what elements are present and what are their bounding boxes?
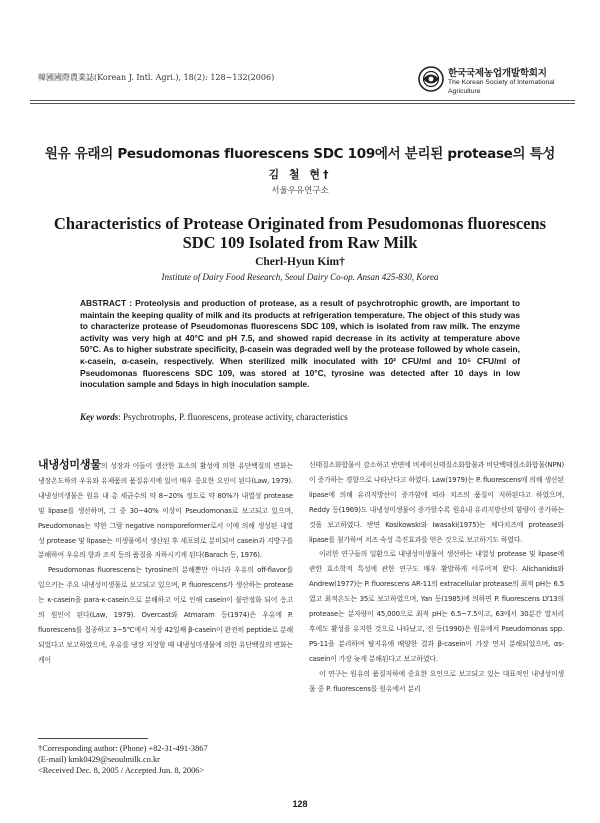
- left-paragraph-1-text: 의 성장과 이들이 생산한 효소의 활성에 의한 유단백질의 변화는 냉장온도하의 우유와 유제품의 품질유지에 있어 매우 중요한 요인이 된다(Law, 1979). 내냉성미생물은 원유 내 총 세균수의 약 8~20% 정도로 약 80%가 내열성 protease 및 lipase를 생산하며, 그 중 30~40% 이상이 Pseudomonas로 보고되고 있으며, Pseudomonas는 약한 그람 negative nonsporeformer로서 이에 의해 생성된 내열성 protease 및 lipase는 미생물에서 생산된 후 세포외로 분비되어 casein과 지방구를 분해하여 우유의 향과 조직 등의 품질을 저하시키게 된다(Barach 등, 1976).: [38, 462, 293, 560]
- society-header: [418, 64, 578, 100]
- english-affiliation: Institute of Dairy Food Research, Seoul Dairy Co-op. Ansan 425-830, Korea: [161, 272, 439, 282]
- journal-citation: 韓國國際農業誌(Korean J. Intl. Agri.), 18(2): 128~132(2006): [38, 73, 275, 82]
- korean-author: 김 철 현†: [268, 168, 332, 181]
- english-title-line2: SDC 109 Isolated from Raw Milk: [182, 233, 418, 252]
- right-paragraph-2: 이러한 연구들의 일환으로 내냉성미생물이 생산하는 내열성 protease 및 lipase에 관한 효소학적 특성에 관한 연구도 매우 활발하게 이루어져 왔다. Alichanidis와 Andrew(1977)는 P. fluorescens AR-11의 extracellular protease의 최적 pH는 6.5였고 최적온도는 35로 보고하였으며, Yan 등(1985)에 의하면 P. fluorescens LY13의 protease는 분자량이 45,000으로 최적 pH는 6.5~7.5이고, 63에서 30분간 열처리 후에도 활성을 유지한 것으로 나타났고, 진 등(1990)은 원유에서 Pseudomonas spp. PS-11을 분리하여 탈지유에 배양한 결과 β-casein이 가장 먼저 분해되었으며, αs-casein이 가장 늦게 분해된다고 보고하였다.: [309, 550, 564, 663]
- footnote-corresponding: †Corresponding author: (Phone) +82-31-491-3867: [38, 744, 208, 753]
- right-paragraph-1: 신태질소화합물이 감소하고 반면에 비케이신태질소화합물과 비단백태질소화합물(NPN)이 증가하는 경향으로 나타난다고 하였다. Law(1979)는 P. fluorescens에 의해 생산된 lipase에 의해 유리지방산이 증가함에 따라 치즈의 품질이 저하된다고 하였으며, Reddy 등(1969)도 내냉성미생물이 증가할수록 원유내 유리지방산의 함량이 증가하는 것을 보고하였다. 반면 Kosikowski와 Iwasaki(1975)는 체다치즈에 protease와 lipase를 첨가하여 치즈 숙성 촉진효과를 얻은 것으로 보고하기도 하였다.: [309, 461, 564, 544]
- korean-affiliation: 서울우유연구소: [271, 186, 329, 196]
- footnote-rule: [38, 738, 148, 739]
- footnote-dates: <Received Dec. 8, 2005 / Accepted Jun. 8, 2006>: [38, 766, 205, 776]
- english-title-line1: Characteristics of Protease Originated from Pesudomonas fluorescens: [53, 214, 547, 233]
- page-number: 128: [292, 799, 308, 809]
- footnotes: [38, 743, 293, 777]
- society-english-line1: The Korean Society of International: [448, 79, 555, 86]
- society-english-line2: Agriculture: [448, 88, 481, 95]
- right-paragraph-3: 이 연구는 원유의 품질저하에 중요한 요인으로 보고되고 있는 대표적인 내냉성미생물 중 P. fluorescens를 원유에서 분리: [309, 669, 564, 693]
- left-paragraph-1: [38, 458, 293, 563]
- abstract: ABSTRACT : Proteolysis and production of protease, as a result of psychrotrophic growth, are important to maintain the keeping quality of milk and its products at refrigeration temperature. The object of this study was to characterize protease of Pseudomonas fluorescens SDC 109, which is isolated from raw milk. The enzyme activity was very high at 40°C and pH 7.5, and showed rapid decrease in its activity at temperature above 50°C. As to higher substrate specificity, β-casein was degraded well by the protease followed by whole casein, κ-casein, α-casein, respectively. When sterilized milk inoculated with 10² CFU/ml and 10⁵ CFU/ml of Pseudomonas fluorescens SDC 109, was stored at 10°C, tyrosine was detected after 10 days in low inoculation sample and 5days in high inoculation sample.: [80, 298, 520, 390]
- english-title: [40, 214, 560, 252]
- body-column-right: [309, 458, 564, 697]
- keywords-label: Key words: [80, 412, 119, 422]
- english-author: Cherl-Hyun Kim†: [255, 256, 345, 268]
- lead-word: 내냉성미생물: [38, 458, 101, 471]
- society-korean-name: 한국국제농업개발학회지: [448, 68, 547, 79]
- body-column-left: [38, 458, 293, 668]
- left-paragraph-2: Pesudomonas fluorescens는 tyrosine의 분해뿐만 아니라 우유의 off-flavor를 일으키는 주요 내냉성미생물로 보고되고 있으며, P. fluorescens가 생산하는 protease는 κ-casein을 para-κ-casein으로 분해하고 이로 인해 casein이 불안정화 되어 응고의 원인이 된다(Law, 1979). Overcast와 Atmaram 등(1974)은 우유에 P. fluorescens를 접종하고 3~5℃에서 저장 42일째 β-casein이 완전히 peptide로 분해되었다고 보고하였으며, 우유를 냉장 저장할 때 내냉성미생물에 의한 유단백질의 변화는 케이: [38, 566, 293, 664]
- korean-title: 원유 유래의 Pesudomonas fluorescens SDC 109에서 분리된 protease의 특성: [44, 146, 556, 162]
- keywords-text: : Psychrotrophs, P. fluorescens, protease activity, characteristics: [118, 412, 348, 422]
- keywords: [80, 412, 520, 422]
- society-logo-icon: [418, 66, 444, 92]
- footnote-email: (E-mail) kmk0429@seoulmilk.co.kr: [38, 755, 160, 765]
- header-rule-top: [30, 100, 575, 101]
- society-english-name: [448, 78, 555, 96]
- header-rule-bottom: [30, 103, 575, 104]
